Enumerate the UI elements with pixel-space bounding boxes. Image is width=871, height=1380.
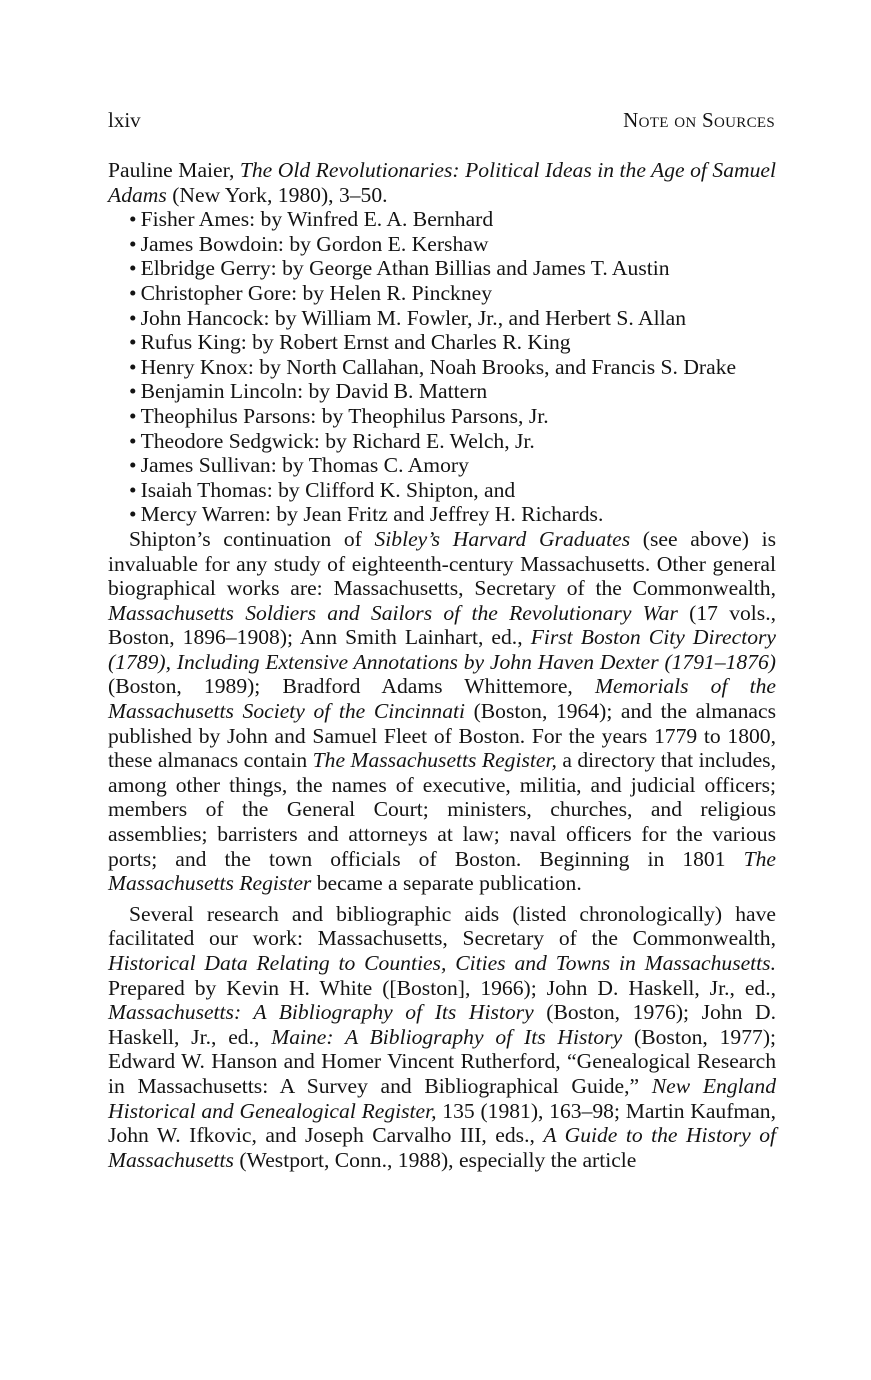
list-item: • James Sullivan: by Thomas C. Amory: [129, 453, 469, 478]
paragraph-research-aids: Several research and bibliographic aids (listed chronologically) have facilitated our work: Massachusetts, Secretary of the Commonwealth, Historical Data Relating to Counties, Cities and Towns in Massachusetts. Prepared by Kevin H. White ([Boston], 1966); John D. Haskell, Jr., ed., Massachusetts: A Bibliography of Its History (Boston, 1976); John D. Haskell, Jr., ed., Maine: A Bibliography of Its History (Boston, 1977); Edward W. Hanson and Homer Vincent Rutherford, “Genealogical Research in Massachusetts: A Survey and Bibliographical Guide,” New England Historical and Genealogical Register, 135 (1981), 163–98; Martin Kaufman, John W. Ifkovic, and Joseph Carvalho III, eds., A Guide to the History of Massachusetts (Westport, Conn., 1988), especially the article: [108, 901, 777, 1172]
list-item: • Theophilus Parsons: by Theophilus Parsons, Jr.: [129, 403, 549, 428]
list-item: • Benjamin Lincoln: by David B. Mattern: [129, 379, 488, 404]
page-number: lxiv: [108, 108, 141, 132]
list-item: • Christopher Gore: by Helen R. Pinckney: [129, 280, 492, 305]
list-item: • Rufus King: by Robert Ernst and Charles R. King: [129, 330, 571, 355]
biography-list: [108, 207, 776, 527]
list-item: • John Hancock: by William M. Fowler, Jr., and Herbert S. Allan: [129, 305, 686, 330]
list-item: • Theodore Sedgwick: by Richard E. Welch, Jr.: [129, 428, 535, 453]
list-item: • James Bowdoin: by Gordon E. Kershaw: [129, 231, 489, 256]
body-text: [108, 158, 776, 1172]
list-item: • Elbridge Gerry: by George Athan Billias and James T. Austin: [129, 256, 670, 281]
list-item: • Mercy Warren: by Jean Fritz and Jeffrey H. Richards.: [129, 502, 604, 527]
running-header: [108, 108, 775, 136]
running-title: Note on Sources: [623, 108, 775, 132]
list-item: • Henry Knox: by North Callahan, Noah Brooks, and Francis S. Drake: [129, 354, 737, 379]
paragraph-biographical-works: Shipton’s continuation of Sibley’s Harvard Graduates (see above) is invaluable for any study of eighteenth-century Massachusetts. Other general biographical works are: Massachusetts, Secretary of the Commonwealth, Massachusetts Soldiers and Sailors of the Revolutionary War (17 vols., Boston, 1896–1908); Ann Smith Lainhart, ed., First Boston City Directory (1789), Including Extensive Annotations by John Haven Dexter (1791–1876) (Boston, 1989); Bradford Adams Whittemore, Memorials of the Massachusetts Society of the Cincinnati (Boston, 1964); and the almanacs published by John and Samuel Fleet of Boston. For the years 1779 to 1800, these almanacs contain The Massachusetts Register, a directory that includes, among other things, the names of executive, militia, and judicial officers; members of the General Court; ministers, churches, and religious assemblies; barristers and attorneys at law; naval officers for the various ports; and the town officials of Boston. Beginning in 1801 The Massachusetts Register became a separate publication.: [108, 526, 777, 896]
list-item: • Isaiah Thomas: by Clifford K. Shipton, and: [129, 477, 516, 502]
intro-citation: Pauline Maier, The Old Revolutionaries: Political Ideas in the Age of Samuel Adams (New York, 1980), 3–50.: [108, 158, 776, 207]
list-item: • Fisher Ames: by Winfred E. A. Bernhard: [129, 207, 494, 232]
